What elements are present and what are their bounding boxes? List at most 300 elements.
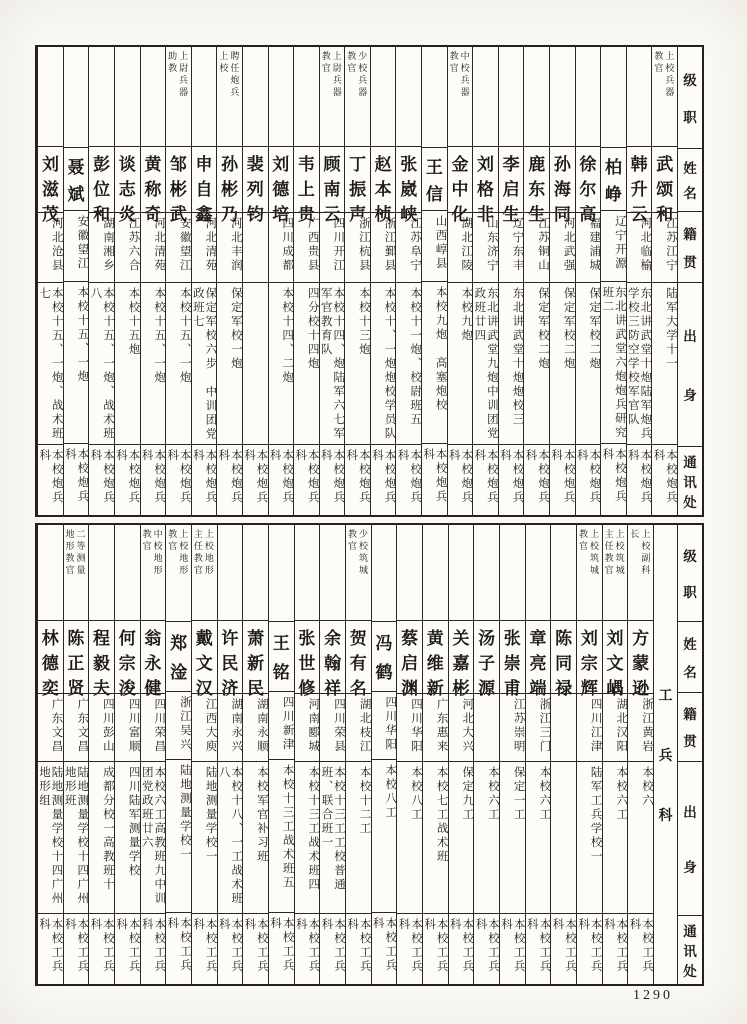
contact-cell: 本校工兵科: [320, 913, 345, 984]
origin-cell: 河北临榆: [627, 212, 652, 282]
char: 化: [451, 205, 469, 225]
origin-cell: 四川江津: [577, 693, 602, 761]
char: 济: [221, 678, 239, 698]
rank-text: 中校地形教官: [141, 529, 163, 577]
name-cell: [218, 620, 243, 698]
background-cell: 保定军校二炮: [550, 282, 575, 444]
name-cell: [627, 146, 652, 225]
contact-cell: 本校炮兵科: [550, 444, 575, 515]
contact-cell: 本校工兵科: [38, 913, 63, 984]
background-cell: 陆军工兵学校一: [577, 761, 602, 913]
contact-cell: 本校炮兵科: [652, 444, 677, 515]
background-cell: 本校六工高教班九中训团党政班廿六: [141, 761, 166, 913]
background-cell: 保定军校一炮: [217, 282, 242, 444]
origin-cell: 四川荣县: [320, 693, 345, 761]
char: 修: [298, 678, 316, 698]
origin-cell: 四川彭山: [89, 693, 114, 761]
origin-cell: 湖南永顺: [243, 693, 268, 761]
char: 贯: [683, 254, 697, 270]
person-column: [114, 47, 140, 515]
contact-cell: 本校炮兵科: [576, 444, 601, 515]
origin-cell: 江苏六合: [115, 212, 140, 282]
person-column: [473, 525, 499, 984]
char: 新: [247, 653, 265, 673]
background-cell: 本校六工: [474, 761, 499, 913]
rank-cell: [652, 47, 677, 146]
char: 职: [683, 110, 697, 126]
char: 籍: [683, 707, 697, 723]
contact-cell: 本校炮兵科: [448, 444, 473, 515]
char: 级: [683, 549, 697, 565]
section-label: [654, 525, 677, 984]
name-cell: [551, 620, 576, 698]
char: 翁: [144, 628, 162, 648]
origin-cell: 江苏铜山: [524, 212, 549, 282]
char: 关: [452, 628, 470, 648]
origin-cell: 四川富顺: [115, 693, 140, 761]
contact-cell: 本校工兵科: [218, 913, 243, 984]
char: 姓: [683, 161, 697, 177]
name-cell: [295, 620, 320, 698]
contact-cell: 本校炮兵科: [141, 444, 166, 515]
rank-cell: [115, 47, 140, 146]
rank-text: 上校地形主任教官: [192, 529, 214, 577]
contact-cell: 本校工兵科: [295, 913, 320, 984]
char: 祥: [324, 678, 342, 698]
char: 聂: [67, 158, 85, 178]
char: 乃: [221, 205, 239, 225]
char: 顾: [323, 155, 341, 175]
char: 子: [478, 653, 496, 673]
contact-cell: 本校工兵科: [577, 913, 602, 984]
rank-cell: [473, 47, 498, 146]
contact-cell: 本校炮兵科: [192, 444, 217, 515]
contact-cell: 本校工兵科: [423, 913, 448, 984]
char: 冯: [375, 633, 393, 653]
background-cell: 本校十五、一炮、战术班七: [38, 282, 63, 444]
char: 斌: [67, 185, 85, 205]
background-cell: 本校十二工: [346, 761, 371, 913]
name-cell: [499, 146, 524, 225]
person-column: [576, 525, 602, 984]
char: 和: [656, 205, 674, 225]
rank-cell: [500, 525, 525, 620]
background-cell: 本校十三炮: [345, 282, 370, 444]
background-cell: 本校六: [628, 761, 653, 913]
char: 王: [272, 633, 290, 653]
char: 张: [503, 628, 521, 648]
rank-cell: [627, 47, 652, 146]
page-number: 1290: [633, 988, 673, 1003]
contact-cell: 本校炮兵科: [217, 444, 242, 515]
char: 云: [630, 205, 648, 225]
name-cell: [601, 147, 626, 210]
contact-cell: 本校工兵科: [89, 913, 114, 984]
background-cell: 陆地测量学校一: [166, 759, 191, 912]
rank-cell: [64, 47, 89, 147]
char: 刘: [272, 155, 290, 175]
background-cell: 成都分校一高教班十: [89, 761, 114, 913]
char: 峥: [605, 185, 623, 205]
char: 嵎: [606, 678, 624, 698]
char: 翰: [324, 653, 342, 673]
char: 彬: [452, 678, 470, 698]
rank-cell: [269, 525, 294, 621]
origin-cell: 江苏阜宁: [396, 212, 421, 282]
rank-cell: [269, 47, 294, 146]
contact-cell: 本校工兵科: [115, 913, 140, 984]
person-column: [345, 525, 371, 984]
person-column: [191, 47, 217, 515]
rank-cell: [576, 47, 601, 146]
background-cell: 本校六工: [603, 761, 628, 913]
person-column: [293, 47, 319, 515]
name-cell: [422, 147, 447, 210]
row-header-2: [678, 692, 702, 761]
char: 汉: [195, 678, 213, 698]
char: 贵: [297, 205, 315, 225]
background-cell: 保定军校六步 中训团党政班七: [192, 282, 217, 444]
background-cell: 本校十、一炮炮校学员队: [371, 282, 396, 444]
contact-cell: 本校工兵科: [551, 913, 576, 984]
background-cell: [551, 761, 576, 913]
contact-cell: 本校炮兵科: [601, 443, 626, 515]
background-cell: 陆地测量学校一: [192, 761, 217, 913]
char: 位: [93, 180, 111, 200]
char: 尔: [579, 180, 597, 200]
char: 出: [683, 805, 697, 821]
char: 彭: [93, 155, 111, 175]
origin-cell: 河北清苑: [141, 212, 166, 282]
char: 讯: [683, 944, 697, 959]
origin-cell: [243, 212, 268, 282]
rank-cell: [526, 525, 551, 620]
row-header-3: [678, 282, 702, 446]
char: 刘: [41, 155, 59, 175]
background-cell: 东北讲武堂十炮炮校三: [499, 282, 524, 444]
char: 蒙: [632, 653, 650, 673]
person-column: [627, 525, 653, 984]
rank-cell: [603, 525, 628, 620]
person-column: [344, 47, 370, 515]
person-column: [651, 47, 677, 515]
background-cell: 本校十三工工校普通班、联合班一: [320, 761, 345, 913]
background-cell: 本校十五、一炮: [166, 282, 191, 444]
char: 职: [683, 585, 697, 601]
char: 黄: [144, 155, 162, 175]
char: 王: [425, 158, 443, 178]
row-header-column: [677, 525, 702, 984]
origin-cell: 安徽望江: [166, 212, 191, 282]
contact-cell: 本校工兵科: [372, 912, 397, 984]
contact-cell: 本校工兵科: [449, 913, 474, 984]
char: 健: [144, 678, 162, 698]
char: 德: [272, 180, 290, 200]
char: 南: [323, 180, 341, 200]
char: 淦: [170, 663, 188, 683]
background-cell: [243, 282, 268, 444]
char: 刘: [580, 628, 598, 648]
char: 武: [169, 205, 187, 225]
char: 黄: [426, 628, 444, 648]
char: 通: [683, 924, 697, 939]
char: 宗: [118, 653, 136, 673]
person-column: [319, 47, 345, 515]
rank-cell: [577, 525, 602, 620]
person-column: [88, 525, 114, 984]
contact-cell: 本校炮兵科: [371, 444, 396, 515]
person-column: [550, 525, 576, 984]
char: 贤: [67, 678, 85, 698]
origin-cell: 河南郾城: [295, 693, 320, 761]
origin-cell: 浙江吴兴: [166, 691, 191, 760]
contact-cell: 本校工兵科: [397, 913, 422, 984]
char: 同: [553, 205, 571, 225]
name-cell: [346, 620, 371, 698]
contact-cell: 本校炮兵科: [89, 444, 114, 515]
char: 刘: [606, 628, 624, 648]
row-header-1: [678, 148, 702, 211]
name-cell: [577, 620, 602, 698]
rank-cell: [294, 47, 319, 146]
origin-cell: 山东济宁: [473, 212, 498, 282]
rank-cell: [141, 525, 166, 620]
rank-cell: [628, 525, 653, 620]
contact-cell: 本校工兵科: [64, 913, 89, 984]
char: 中: [451, 180, 469, 200]
rank-text: 上校兵器教官: [653, 51, 675, 99]
background-cell: 本校六工: [526, 761, 551, 913]
char: 何: [118, 628, 136, 648]
engineer-section-table: [35, 523, 704, 986]
person-column: [549, 47, 575, 515]
background-cell: 本校十八、一工战术班八: [218, 761, 243, 913]
person-column: [422, 525, 448, 984]
name-cell: [448, 146, 473, 225]
origin-cell: 山西崞县: [422, 210, 447, 281]
rank-cell: [371, 47, 396, 146]
name-cell: [652, 146, 677, 225]
origin-cell: 辽宁开源: [601, 210, 626, 281]
name-cell: [396, 146, 421, 225]
name-cell: [603, 620, 628, 698]
char: 讯: [683, 474, 697, 490]
name-cell: [371, 146, 396, 225]
rank-text: 上校筑城主任教官: [603, 529, 625, 577]
person-column: [575, 47, 601, 515]
rank-cell: [474, 525, 499, 620]
char: 钧: [246, 205, 264, 225]
background-cell: 本校十五、一炮: [64, 281, 89, 444]
background-cell: 本校十一炮、校尉班五: [396, 282, 421, 444]
contact-cell: 本校工兵科: [141, 913, 166, 984]
name-cell: [192, 146, 217, 225]
name-cell: [141, 146, 166, 225]
name-cell: [217, 146, 242, 225]
origin-cell: 四川新津: [269, 691, 294, 760]
char: 刘: [477, 155, 495, 175]
char: 逊: [632, 678, 650, 698]
origin-cell: 四川荣昌: [141, 693, 166, 761]
char: 蔡: [401, 628, 419, 648]
background-cell: 本校十三工战术班五: [269, 759, 294, 912]
rank-text: 少校兵器教官: [346, 51, 368, 99]
char: 炎: [118, 205, 136, 225]
char: 和: [93, 205, 111, 225]
name-cell: [89, 620, 114, 698]
background-cell: 保定一工: [500, 761, 525, 913]
background-cell: 保定军校二炮: [524, 282, 549, 444]
rank-cell: [550, 47, 575, 146]
rank-text: 聘任炮兵上校: [218, 51, 240, 99]
row-header-0: [678, 525, 702, 621]
contact-cell: 本校炮兵科: [627, 444, 652, 515]
contact-cell: 本校炮兵科: [499, 444, 524, 515]
char: 赵: [374, 155, 392, 175]
char: 科: [658, 808, 673, 824]
char: 谈: [118, 155, 136, 175]
name-cell: [141, 620, 166, 698]
char: 永: [144, 653, 162, 673]
char: 东: [528, 180, 546, 200]
char: 身: [683, 860, 697, 876]
name-cell: [345, 146, 370, 225]
char: 贯: [683, 734, 697, 750]
char: 名: [683, 664, 697, 680]
person-column: [600, 47, 626, 515]
person-column: [268, 525, 294, 984]
contact-cell: 本校工兵科: [500, 913, 525, 984]
name-cell: [320, 620, 345, 698]
contact-cell: 本校炮兵科: [166, 444, 191, 515]
contact-cell: 本校炮兵科: [38, 444, 63, 515]
char: 海: [553, 180, 571, 200]
background-cell: 本校九炮 高塞炮校: [422, 281, 447, 444]
char: 禄: [555, 678, 573, 698]
background-cell: 东北讲武堂六炮炮兵研究班二: [601, 281, 626, 444]
char: 汤: [478, 628, 496, 648]
contact-cell: 本校工兵科: [166, 912, 191, 984]
rank-text: 上校副科长: [629, 529, 651, 577]
rank-cell: [422, 47, 447, 147]
char: 余: [324, 628, 342, 648]
rank-cell: [423, 525, 448, 620]
rank-cell: [320, 47, 345, 146]
name-cell: [269, 146, 294, 225]
contact-cell: 本校工兵科: [243, 913, 268, 984]
char: 奕: [41, 678, 59, 698]
background-cell: 保定九工: [449, 761, 474, 913]
person-column: [165, 525, 191, 984]
row-header-column: [677, 47, 702, 515]
char: 德: [41, 653, 59, 673]
rank-cell: [295, 525, 320, 620]
contact-cell: 本校工兵科: [192, 913, 217, 984]
char: 滋: [41, 180, 59, 200]
char: 文: [195, 653, 213, 673]
person-column: [319, 525, 345, 984]
char: 文: [606, 653, 624, 673]
char: 同: [555, 653, 573, 673]
origin-cell: 浙江黄岩: [628, 693, 653, 761]
char: 新: [426, 678, 444, 698]
name-cell: [243, 146, 268, 225]
rank-cell: [345, 47, 370, 146]
origin-cell: 河北丰润: [217, 212, 242, 282]
origin-cell: 四川开江: [320, 212, 345, 282]
person-column: [140, 47, 166, 515]
char: 申: [195, 155, 213, 175]
char: 武: [656, 155, 674, 175]
char: 李: [502, 155, 520, 175]
rank-cell: [243, 47, 268, 146]
background-cell: 陆地测量学校十四广州 地形组: [38, 761, 63, 913]
char: 奇: [144, 205, 162, 225]
row-header-4: [678, 446, 702, 515]
background-cell: 陆军大学十一: [652, 282, 677, 444]
char: 身: [683, 387, 697, 403]
char: 孙: [553, 155, 571, 175]
contact-cell: 本校炮兵科: [243, 444, 268, 515]
char: 徐: [579, 155, 597, 175]
char: 孙: [221, 155, 239, 175]
person-column: [63, 47, 89, 515]
contact-cell: 本校炮兵科: [396, 444, 421, 515]
background-cell: 本校十三工战术班四: [295, 761, 320, 913]
char: 民: [221, 653, 239, 673]
char: 正: [67, 653, 85, 673]
char: 级: [683, 72, 697, 88]
char: 生: [528, 205, 546, 225]
char: 称: [144, 180, 162, 200]
name-cell: [38, 620, 63, 698]
row-header-3: [678, 761, 702, 915]
char: 升: [630, 180, 648, 200]
name-cell: [89, 146, 114, 225]
person-column: [242, 47, 268, 515]
origin-cell: 四川华阳: [372, 691, 397, 760]
contact-cell: 本校工兵科: [474, 913, 499, 984]
artillery-section-table: [35, 45, 704, 517]
person-column: [242, 525, 268, 984]
background-cell: 本校军官补习班: [243, 761, 268, 913]
background-cell: 本校七工战术班: [423, 761, 448, 913]
background-cell: 四川陆军测量学校: [115, 761, 140, 913]
origin-cell: 湖北枝江: [346, 693, 371, 761]
contact-cell: 本校工兵科: [526, 913, 551, 984]
char: 启: [502, 180, 520, 200]
rank-cell: [243, 525, 268, 620]
person-column: [447, 47, 473, 515]
person-column: [421, 47, 447, 515]
rank-cell: [448, 47, 473, 146]
char: 籍: [683, 227, 697, 243]
rank-cell: [396, 47, 421, 146]
person-column: [268, 47, 294, 515]
origin-cell: 福建浦城: [576, 212, 601, 282]
rank-text: 上校筑城教官: [577, 529, 599, 577]
name-cell: [628, 620, 653, 698]
char: 金: [451, 155, 469, 175]
person-column: [191, 525, 217, 984]
person-column: [525, 525, 551, 984]
char: 有: [349, 653, 367, 673]
person-column: [523, 47, 549, 515]
row-header-4: [678, 915, 702, 984]
name-cell: [423, 620, 448, 698]
contact-cell: 本校炮兵科: [320, 444, 345, 515]
name-cell: [320, 146, 345, 225]
